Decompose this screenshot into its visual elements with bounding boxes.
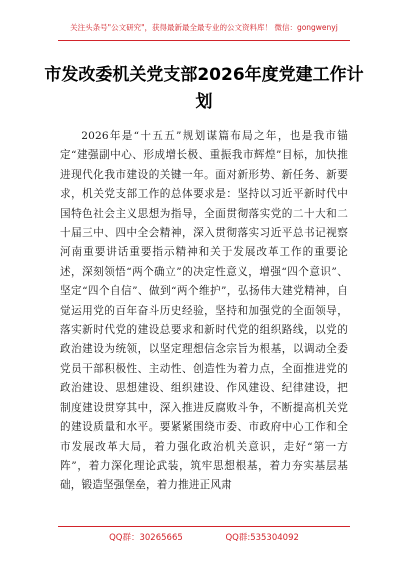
body-paragraph: 2026年是“十五五”规划谋篇布局之年，也是我市锚定“建强副中心、形成增长极、重振我市辉煌”目标，加快推进现代化我市建设的关键一年。面对新形势、新任务、新要求，机关党支部工作的总体要求是：坚持以习近平新时代中国特色社会主义思想为指导，全面贯彻落实党的二十大和二十届三中、四中全会精神，深入贯彻落实习近平总书记视察河南重要讲话重要指示精神和关于发展改革工作的重要论述，深刻领悟“两个确立”的决定性意义，增强“四个意识”、坚定“四个自信”、做到“两个维护”，弘扬伟大建党精神，自觉运用党的百年奋斗历史经验，坚持和加强党的全面领导，落实新时代党的建设总要求和新时代党的组织路线，以党的政治建设为统领，以坚定理想信念宗旨为根基，以调动全委党员干部积极性、主动性、创造性为着力点，全面推进党的政治建设、思想建设、组织建设、作风建设、纪律建设，把制度建设贯穿其中，深入推进反腐败斗争，不断提高机关党的建设质量和水平。要紧紧围绕市委、市政府中心工作和全市发展改革大局，着力强化政治机关意识，走好“第一方阵”，着力深化理论武装，筑牢思想根基，着力夯实基层基础，锻造坚强堡垒，着力推进正风肃 — [60, 130, 348, 492]
footer-contacts — [0, 531, 408, 543]
header-divider — [58, 40, 350, 41]
header-notice: 关注头条号"公文研究"，获得最新最全最专业的公文资料库！ 微信：gongwenyj — [70, 23, 338, 32]
document-body — [60, 127, 348, 496]
document-title: 市发改委机关党支部2026年度党建工作计划 — [44, 65, 364, 112]
qq-group-1: QQ群：30265665 — [109, 533, 183, 543]
footer-divider — [58, 526, 350, 527]
qq-group-2: QQ群:535304092 — [225, 533, 299, 543]
